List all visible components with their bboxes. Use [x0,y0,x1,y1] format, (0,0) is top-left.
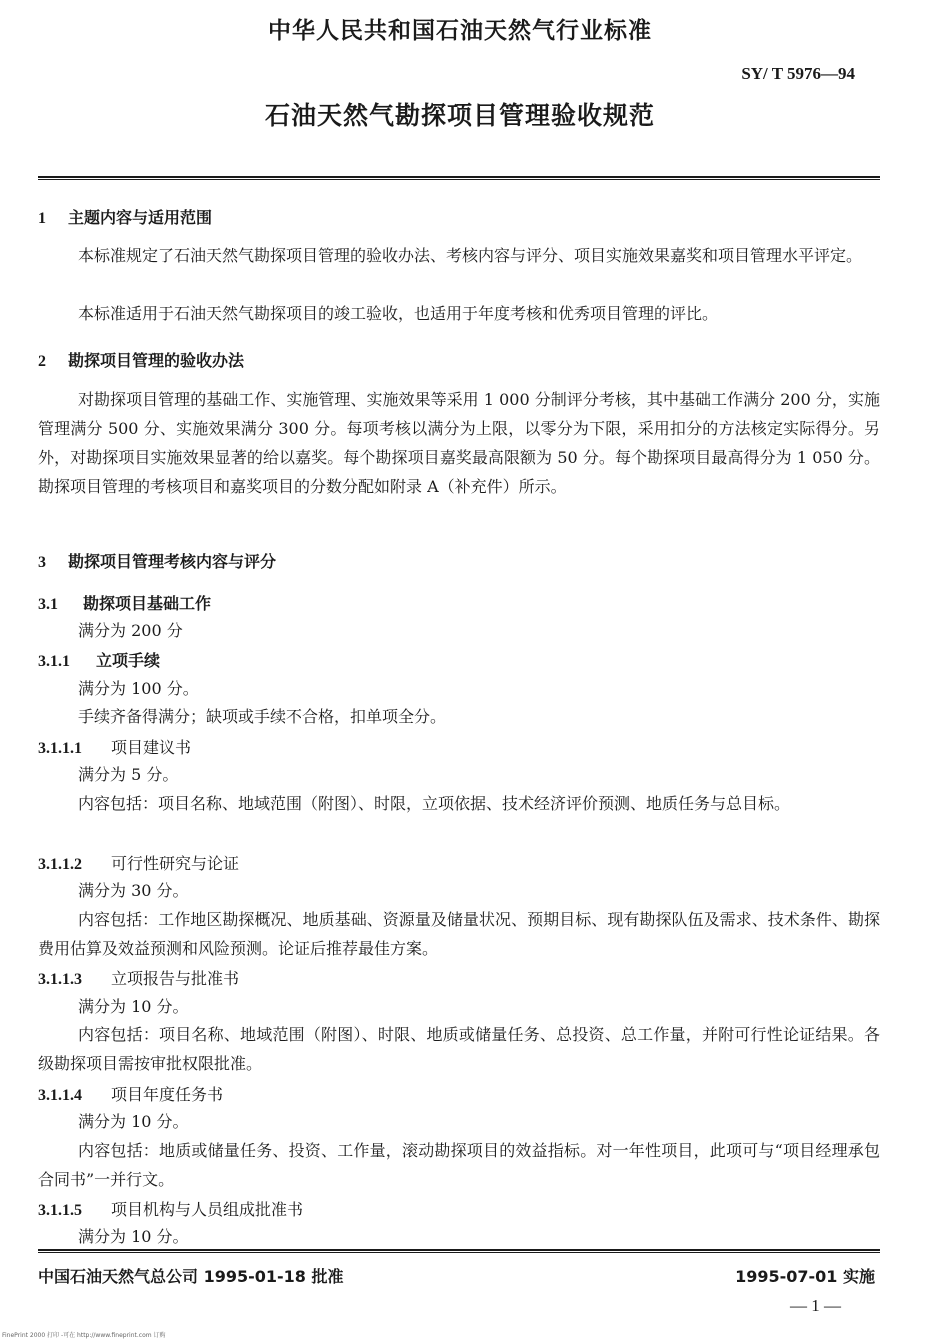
section-1-paragraph-1: 本标准规定了石油天然气勘探项目管理的验收办法、考核内容与评分、项目实施效果嘉奖和项目管理水平评定。 [78,246,863,265]
section-3-1-1-1-full-score: 满分为 5 分。 [78,765,179,784]
section-3-1-1-3-full-score: 满分为 10 分。 [78,997,189,1016]
section-3-1-1-5-full-score: 满分为 10 分。 [78,1227,189,1246]
section-number: 3.1.1.3 [38,971,82,988]
header-rule-thick [38,176,880,178]
document-title: 石油天然气勘探项目管理验收规范 [264,101,655,130]
section-number: 3.1.1 [38,653,70,670]
page-number: — 1 — [790,1296,841,1315]
section-3-1-1-2-full-score: 满分为 30 分。 [78,881,189,900]
section-3-1-1-2-content: 内容包括：工作地区勘探概况、地质基础、资源量及储量状况、预期目标、现有勘探队伍及需求、技术条件、勘探费用估算及效益预测和风险预测。论证后推荐最佳方案。 [38,910,880,958]
section-3-1-1-1-content: 内容包括：项目名称、地域范围（附图）、时限，立项依据、技术经济评价预测、地质任务与总目标。 [78,794,791,813]
section-3-1-1-heading [38,648,160,671]
section-3-1-1-5-heading [38,1197,303,1220]
section-2-heading [38,348,244,371]
section-3-1-1-2-heading [38,851,239,874]
section-title: 立项手续 [96,651,161,670]
section-3-1-full-score: 满分为 200 分 [78,621,183,640]
section-title: 勘探项目基础工作 [83,594,212,613]
section-3-heading [38,549,276,572]
section-title: 主题内容与适用范围 [68,208,213,227]
section-title: 立项报告与批准书 [111,969,240,988]
section-number: 1 [38,210,46,227]
section-3-1-1-full-score: 满分为 100 分。 [78,679,199,698]
section-number: 3.1 [38,596,58,613]
footer-rule-thin [38,1252,880,1253]
section-title: 可行性研究与论证 [111,854,240,873]
section-3-1-1-3-heading [38,966,239,989]
section-number: 2 [38,353,46,370]
section-title: 勘探项目管理考核内容与评分 [68,552,277,571]
section-3-1-heading [38,591,211,614]
section-number: 3 [38,554,46,571]
section-3-1-1-3-content: 内容包括：项目名称、地域范围（附图）、时限、地质或储量任务、总投资、总工作量，并附可行性论证结果。各级勘探项目需按审批权限批准。 [38,1025,880,1073]
section-2-paragraph-1: 对勘探项目管理的基础工作、实施管理、实施效果等采用 1 000 分制评分考核，其中基础工作满分 200 分，实施管理满分 500 分、实施效果满分 300 分。每项考核以满分为上限，以零分为下限，采用扣分的方法核定实际得分。另外，对勘探项目实施效果显著的给以嘉奖。每个勘探项目嘉奖最高限额为 50 分。每个勘探项目最高得分为 1 050 分。勘探项目管理的考核项目和嘉奖项目的分数分配如附录 A（补充件）所示。 [38,390,880,496]
section-number: 3.1.1.5 [38,1202,82,1219]
print-watermark: FinePrint 2000 打印 -可在 http://www.fineprint.com 订购 [2,1332,166,1339]
section-3-1-1-1-heading [38,735,191,758]
section-3-1-1-4-content: 内容包括：地质或储量任务、投资、工作量，滚动勘探项目的效益指标。对一年性项目，此项可与“项目经理承包合同书”一并行文。 [38,1141,880,1189]
section-1-heading [38,205,212,228]
section-title: 勘探项目管理的验收办法 [68,351,245,370]
section-3-1-1-4-full-score: 满分为 10 分。 [78,1112,189,1131]
effective-date: 1995-07-01 实施 [735,1267,875,1286]
section-title: 项目年度任务书 [111,1085,224,1104]
approval-statement: 中国石油天然气总公司 1995-01-18 批准 [38,1267,344,1286]
section-number: 3.1.1.2 [38,856,82,873]
section-title: 项目机构与人员组成批准书 [111,1200,304,1219]
section-3-1-1-rule: 手续齐备得满分；缺项或手续不合格，扣单项全分。 [78,707,447,726]
section-number: 3.1.1.1 [38,740,82,757]
footer-rule-thick [38,1249,880,1251]
section-1-paragraph-2: 本标准适用于石油天然气勘探项目的竣工验收，也适用于年度考核和优秀项目管理的评比。 [78,304,719,323]
standard-code: SY/ T 5976—94 [741,64,855,83]
section-title: 项目建议书 [111,738,192,757]
section-number: 3.1.1.4 [38,1087,82,1104]
header-rule-thin [38,179,880,180]
standard-category: 中华人民共和国石油天然气行业标准 [268,18,652,44]
section-3-1-1-4-heading [38,1082,223,1105]
